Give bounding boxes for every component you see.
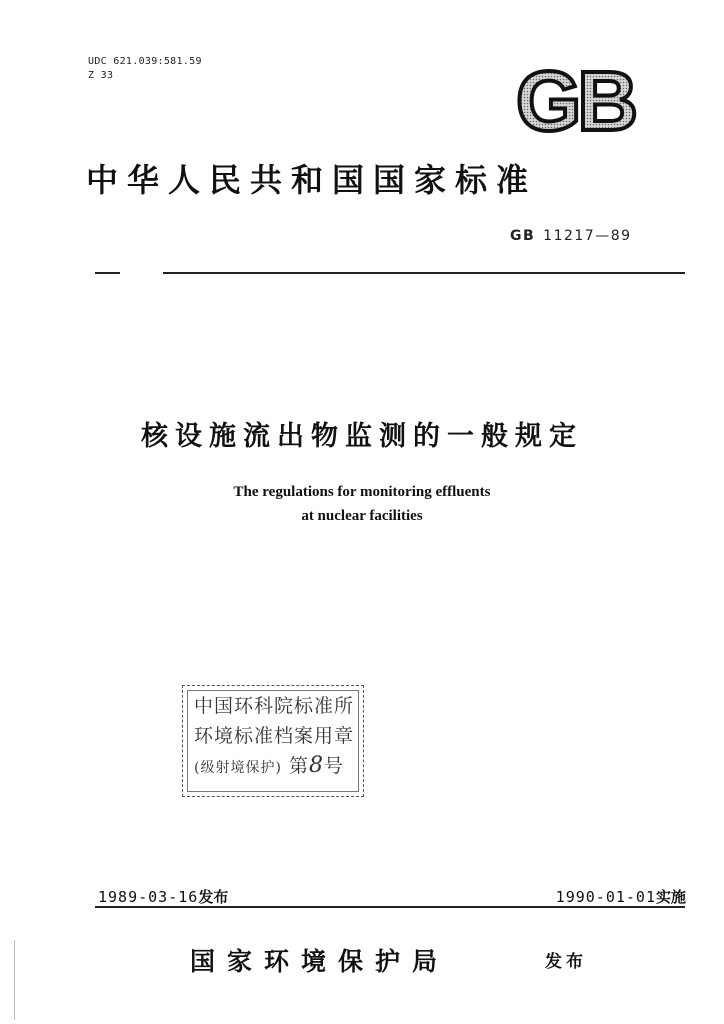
issue-label: 发布: [545, 952, 587, 972]
gb-logo: [505, 60, 645, 140]
stamp-category: (级射境保护): [194, 760, 282, 776]
classification-code: Z 33: [88, 70, 114, 81]
national-standard-heading: 中华人民共和国国家标准: [86, 161, 538, 199]
effective-date: 1990-01-01: [555, 888, 656, 906]
udc-block: [88, 55, 202, 83]
archive-stamp: [182, 685, 364, 797]
stamp-line-1: 中国环科院标准所: [194, 695, 355, 717]
stamp-number-suffix: 号: [324, 755, 345, 777]
archive-stamp-border: [187, 690, 359, 792]
udc-code: UDC 621.039:581.59: [88, 56, 202, 67]
stamp-number: 8: [309, 753, 324, 778]
standard-code-number: 11217—89: [543, 228, 632, 244]
effective-label: 实施: [655, 888, 686, 906]
issued-date-block: [98, 886, 228, 907]
title-english: [0, 480, 724, 528]
stamp-line-2: 环境标准档案用章: [194, 725, 355, 747]
title-english-line2: at nuclear facilities: [301, 508, 423, 524]
header-rule-long: [163, 272, 685, 274]
scan-margin-mark: [14, 940, 15, 1020]
date-rule: [95, 906, 685, 908]
stamp-line-3: [188, 751, 358, 783]
issuing-authority: 国家环境保护局: [190, 947, 450, 976]
title-chinese: 核设施流出物监测的一般规定: [141, 421, 583, 452]
header-rule-short: [95, 272, 120, 274]
gb-logo-text: GB: [516, 60, 634, 140]
issued-label: 发布: [198, 888, 229, 906]
effective-date-block: [556, 886, 686, 907]
standard-code: [510, 228, 632, 244]
stamp-number-label: 第: [288, 755, 309, 777]
standard-code-prefix: GB: [510, 228, 536, 244]
issued-date: 1989-03-16: [98, 888, 199, 906]
title-english-line1: The regulations for monitoring effluents: [233, 484, 491, 500]
